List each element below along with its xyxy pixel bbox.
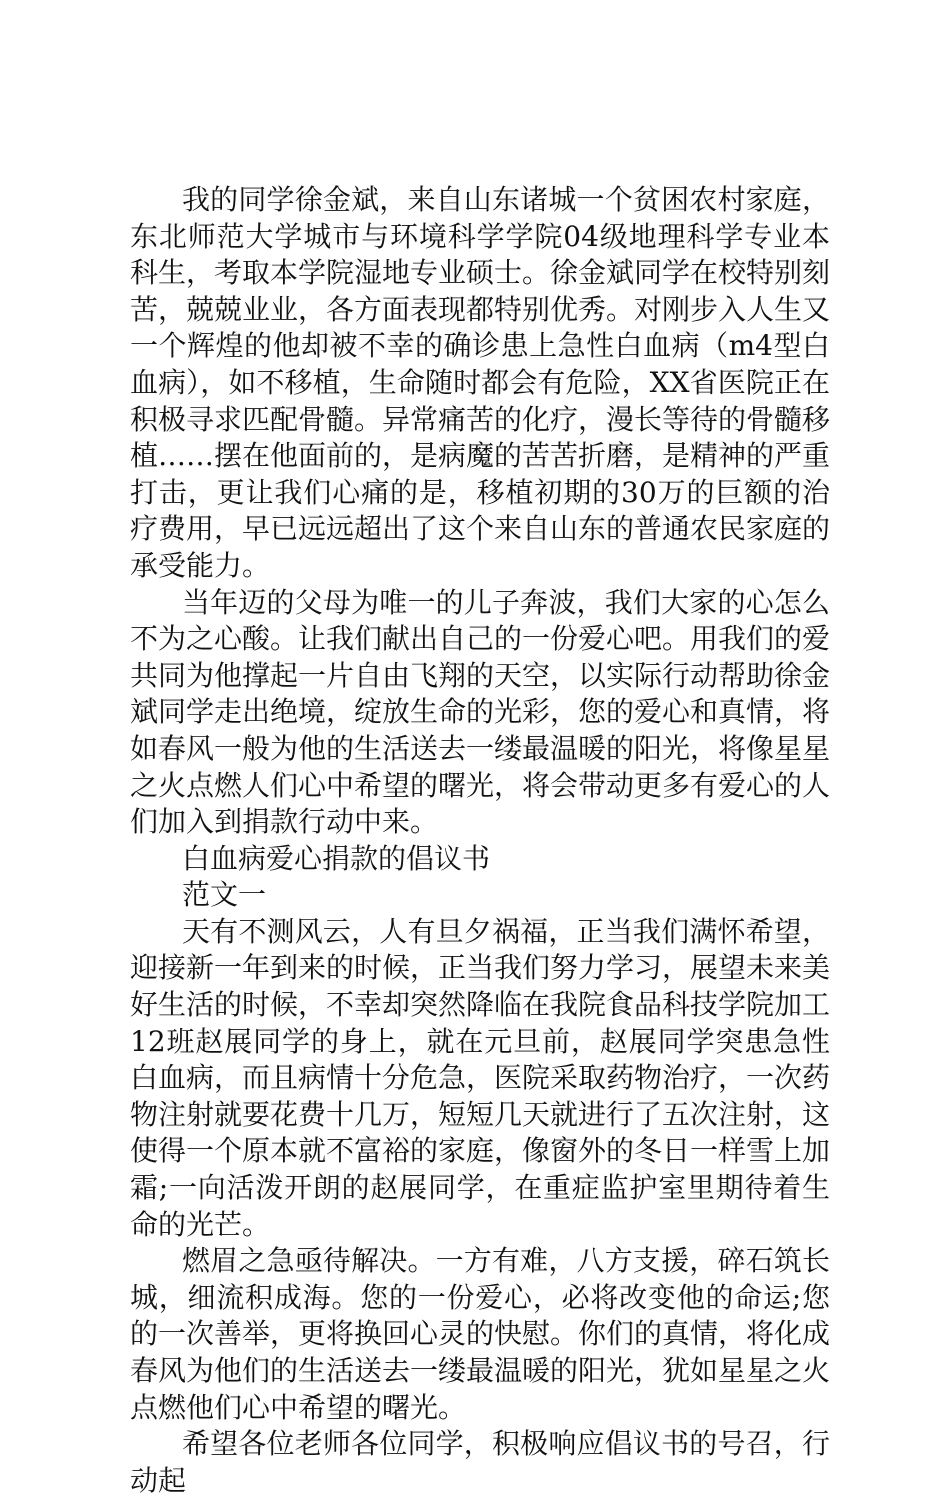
- document-subtitle: 范文一: [182, 878, 267, 912]
- paragraph-4: 燃眉之急亟待解决。一方有难，八方支援，碎石筑长城，细流积成海。您的一份爱心，必将改变他的命运;您的一次善举，更将换回心灵的快慰。你们的真情，将化成春风为他们的生活送去一缕最温暖的阳光，犹如星星之火点燃他们心中希望的曙光。: [130, 1244, 831, 1424]
- document-body: [130, 182, 830, 1499]
- paragraph-5: 希望各位老师各位同学，积极响应倡议书的号召，行动起: [130, 1427, 830, 1497]
- paragraph-1: 我的同学徐金斌，来自山东诸城一个贫困农村家庭，东北师范大学城市与环境科学学院04级地理科学专业本科生，考取本学院湿地专业硕士。徐金斌同学在校特别刻苦，兢兢业业，各方面表现都特别优秀。对刚步入人生又一个辉煌的他却被不幸的确诊患上急性白血病（m4型白血病），如不移植，生命随时都会有危险，XX省医院正在积极寻求匹配骨髓。异常痛苦的化疗，漫长等待的骨髓移植……摆在他面前的，是病魔的苦苦折磨，是精神的严重打击，更让我们心痛的是，移植初期的30万的巨额的治疗费用，早已远远超出了这个来自山东的普通农民家庭的承受能力。: [130, 183, 831, 582]
- document-title: 白血病爱心捐款的倡议书: [182, 841, 491, 875]
- paragraph-2: 当年迈的父母为唯一的儿子奔波，我们大家的心怎么不为之心酸。让我们献出自己的一份爱心吧。用我们的爱共同为他撑起一片自由飞翔的天空，以实际行动帮助徐金斌同学走出绝境，绽放生命的光彩，您的爱心和真情，将如春风一般为他的生活送去一缕最温暖的阳光，将像星星之火点燃人们心中希望的曙光，将会带动更多有爱心的人们加入到捐款行动中来。: [130, 585, 831, 839]
- paragraph-3: 天有不测风云，人有旦夕祸福，正当我们满怀希望，迎接新一年到来的时候，正当我们努力学习，展望未来美好生活的时候，不幸却突然降临在我院食品科技学院加工12班赵展同学的身上，就在元旦前，赵展同学突患急性白血病，而且病情十分危急，医院采取药物治疗，一次药物注射就要花费十几万，短短几天就进行了五次注射，这使得一个原本就不富裕的家庭，像窗外的冬日一样雪上加霜;一向活泼开朗的赵展同学，在重症监护室里期待着生命的光芒。: [130, 914, 831, 1241]
